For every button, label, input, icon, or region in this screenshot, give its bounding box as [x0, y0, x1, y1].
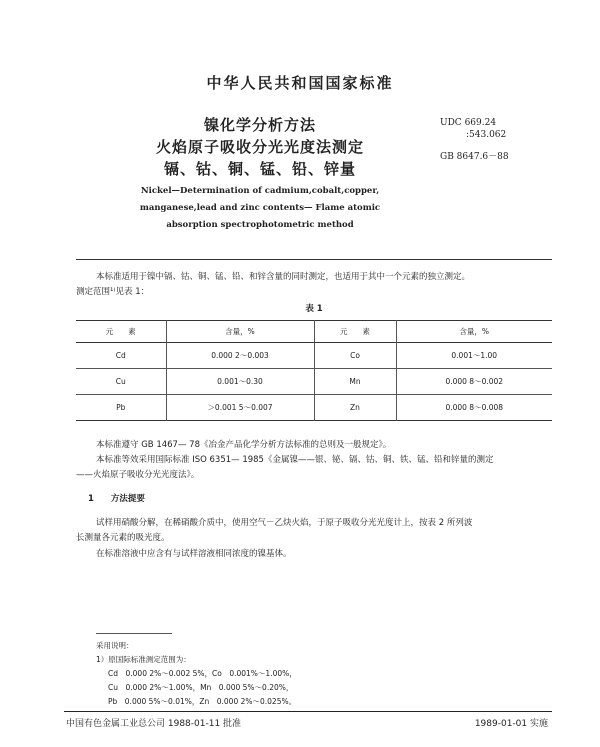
header-rule: [76, 259, 552, 260]
table-cell: 0.000 8～0.002: [396, 369, 552, 395]
footer-effective: 1989-01-01 实施: [474, 719, 548, 729]
table-row: [76, 395, 552, 421]
udc-line-2: :543.062: [466, 130, 507, 140]
table-cell: 0.000 2～0.003: [166, 343, 314, 369]
col-header-content-2: 含量，%: [396, 321, 552, 343]
footnote-line-3: Cu 0.000 2%～1.00%，Mn 0.000 5%～0.20%，: [108, 683, 294, 692]
note-line-3: ——火焰原子吸收分光光度法》。: [76, 470, 200, 480]
footnote-heading: 采用说明：: [96, 641, 134, 650]
english-title-line-1: Nickel—Determination of cadmium,cobalt,copper,: [140, 186, 380, 196]
table-row: [76, 343, 552, 369]
table-header-row: [76, 321, 552, 343]
table-cell: Cd: [115, 351, 126, 360]
footnote-line-2: Cd 0.000 2%～0.002 5%，Co 0.001%～1.00%，: [108, 669, 297, 678]
section-1-heading: [88, 492, 145, 504]
table-cell: Pb: [116, 403, 126, 412]
col-header-element-2: 元 素: [314, 321, 396, 343]
table-row: [76, 369, 552, 395]
col-header-content-1: 含量，%: [166, 321, 314, 343]
footnote-rule: [96, 633, 172, 634]
table-cell: Cu: [115, 377, 126, 386]
english-title-line-2: manganese,lead and zinc contents— Flame atomic: [139, 203, 381, 213]
doc-title-line-3: 镉、钴、铜、锰、铅、锌量: [163, 160, 356, 178]
table-cell: 0.000 8～0.008: [396, 395, 552, 421]
note-line-2: 本标准等效采用国际标准 ISO 6351— 1985《金属镍——银、铋、镉、钴、铜、铁、锰、铅和锌量的测定: [96, 455, 494, 465]
table-cell: Mn: [314, 369, 396, 395]
table-cell: 0.001～1.00: [396, 343, 552, 369]
udc-code: [440, 118, 496, 128]
section-1-para-1-line-1: 试样用硝酸分解，在稀硝酸介质中，使用空气－乙炔火焰，于原子吸收分光光度计上，按表 2 所列波: [96, 518, 473, 528]
english-title-line-3: absorption spectrophotometric method: [166, 220, 354, 230]
intro-line-1: 本标准适用于镍中镉、钴、铜、锰、铅、和锌含量的同时测定，也适用于其中一个元素的独立测定。: [96, 272, 471, 282]
doc-title-line-2: 火焰原子吸收分光光度法测定: [155, 138, 364, 156]
section-1-para-2: 在标准溶液中应含有与试样溶液相同浓度的镍基体。: [96, 549, 292, 559]
note-line-1: 本标准遵守 GB 1467— 78《冶金产品化学分析方法标准的总则及一般规定》。: [96, 440, 392, 450]
section-number: 1: [88, 494, 94, 504]
gb-number: GB 8647.6－88: [440, 152, 509, 162]
footnote-line-4: Pb 0.000 5%～0.01%，Zn 0.000 2%～0.025%。: [108, 697, 297, 706]
table-cell: Zn: [314, 395, 396, 421]
section-1-para-1-line-2: 长测量各元素的吸光度。: [76, 533, 170, 543]
col-header-element-1: 元 素: [105, 327, 136, 336]
udc-line-1: 669.24: [464, 118, 497, 128]
table-cell: 0.001～0.30: [166, 369, 314, 395]
table-caption: 表 1: [305, 304, 323, 314]
intro-line-2: 测定范围¹⁾见表 1：: [76, 287, 150, 297]
doc-title-line-1: 镍化学分析方法: [203, 116, 316, 134]
footer-rule: [64, 711, 552, 712]
footer-issued: 中国有色金属工业总公司 1988-01-11 批准: [66, 719, 242, 729]
standard-header: 中华人民共和国国家标准: [206, 74, 394, 92]
table-cell: ＞0.001 5～0.007: [166, 395, 314, 421]
section-title: 方法提要: [110, 494, 145, 504]
measurement-range-table: [76, 320, 552, 421]
footnote-line-1: 1）原国际标准测定范围为：: [96, 655, 191, 664]
udc-label: UDC: [440, 118, 462, 128]
table-cell: Co: [314, 343, 396, 369]
